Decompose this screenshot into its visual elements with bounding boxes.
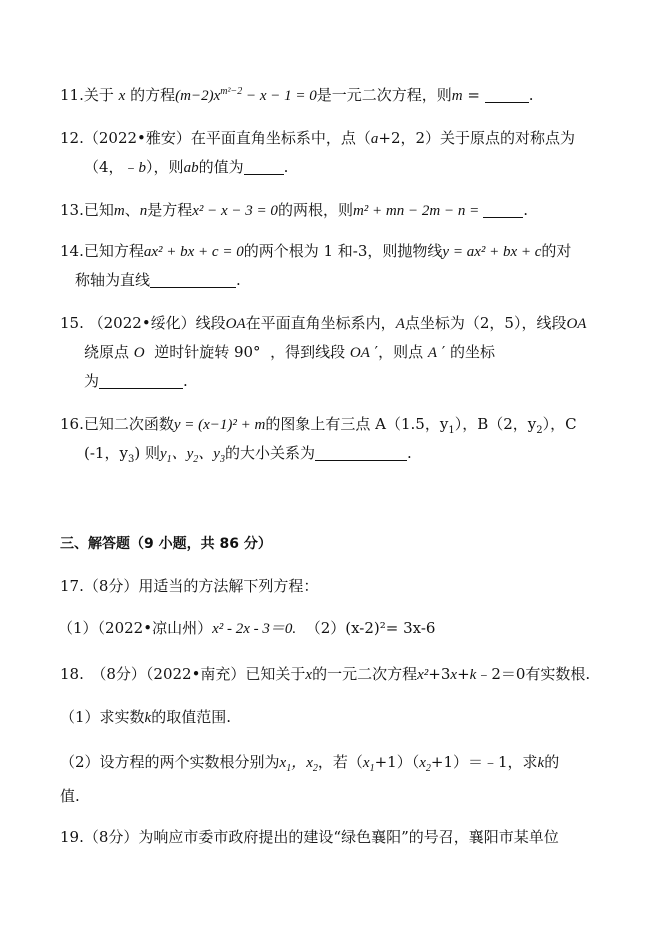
question-17-parts: （1）（2022•凉山州）x² - 2x - 3＝0. （2）(x-2)²= 3x-6	[58, 619, 436, 637]
question-15: 15. （2022•绥化）线段OA在平面直角坐标系内，A点坐标为（2，5），线段OA	[60, 314, 587, 332]
question-15-cont: 绕原点 O 逆时针旋转 90° ，得到线段 OA ′，则点 A ′ 的坐标	[84, 343, 495, 361]
question-14-cont: 称轴为直线 .	[75, 271, 241, 289]
answer-blank-13[interactable]	[483, 203, 523, 218]
question-18-part2: （2）设方程的两个实数根分别为$x_1$，$x_2$，若$(x_1+1)(x_2+1)=﹣1$，求k的	[60, 753, 560, 774]
question-18-part2-cont: 值.	[60, 787, 80, 805]
answer-blank-14[interactable]	[150, 273, 236, 288]
question-16: 16.已知二次函数y = (x−1)² + m的图象上有三点 A（1.5，$y_1$），B（2，$y_2$），C	[60, 415, 577, 436]
answer-blank-12[interactable]	[244, 160, 284, 175]
equation-11: $(m-2)x^{m^2-2} - x - 1 = 0$	[175, 86, 317, 104]
question-11: 11.关于 x 的方程$(m-2)x^{m^2-2} - x - 1 = 0$是一元二次方程，则m = .	[60, 86, 534, 104]
question-12: 12.（2022•雅安）在平面直角坐标系中，点（a+2，2）关于原点的对称点为	[60, 129, 576, 147]
answer-blank-11[interactable]	[485, 88, 529, 103]
answer-blank-15[interactable]	[99, 374, 183, 389]
question-15-cont2: 为 .	[84, 372, 188, 390]
question-17: 17.（8分）用适当的方法解下列方程：	[60, 577, 319, 595]
question-18-part1: （1）求实数k的取值范围.	[60, 708, 231, 726]
question-19: 19.（8分）为响应市委市政府提出的建设“绿色襄阳”的号召，襄阳市某单位	[60, 828, 559, 846]
question-12-cont: （4，﹣b），则ab的值为 .	[84, 158, 289, 176]
question-16-cont: (-1，$y_3$) 则$y_1$、$y_2$、$y_3$的大小关系为 .	[84, 444, 412, 465]
question-13: 13.已知m、n是方程x² − x − 3 = 0的两根，则m² + mn − 2m − n = .	[60, 201, 528, 219]
question-18: 18. （8分）（2022•南充）已知关于x的一元二次方程x²+3x+k﹣2＝0有实数根.	[60, 665, 591, 683]
section-3-title: 三、解答题（9 小题，共 86 分）	[60, 536, 272, 552]
function-16: y = (x−1)² + m	[173, 417, 266, 433]
answer-blank-16[interactable]	[315, 446, 407, 461]
equation-13: x² − x − 3 = 0	[192, 203, 278, 219]
question-14: 14.已知方程ax² + bx + c = 0的两个根为 1 和-3，则抛物线y = ax² + bx + c的对	[60, 242, 572, 260]
